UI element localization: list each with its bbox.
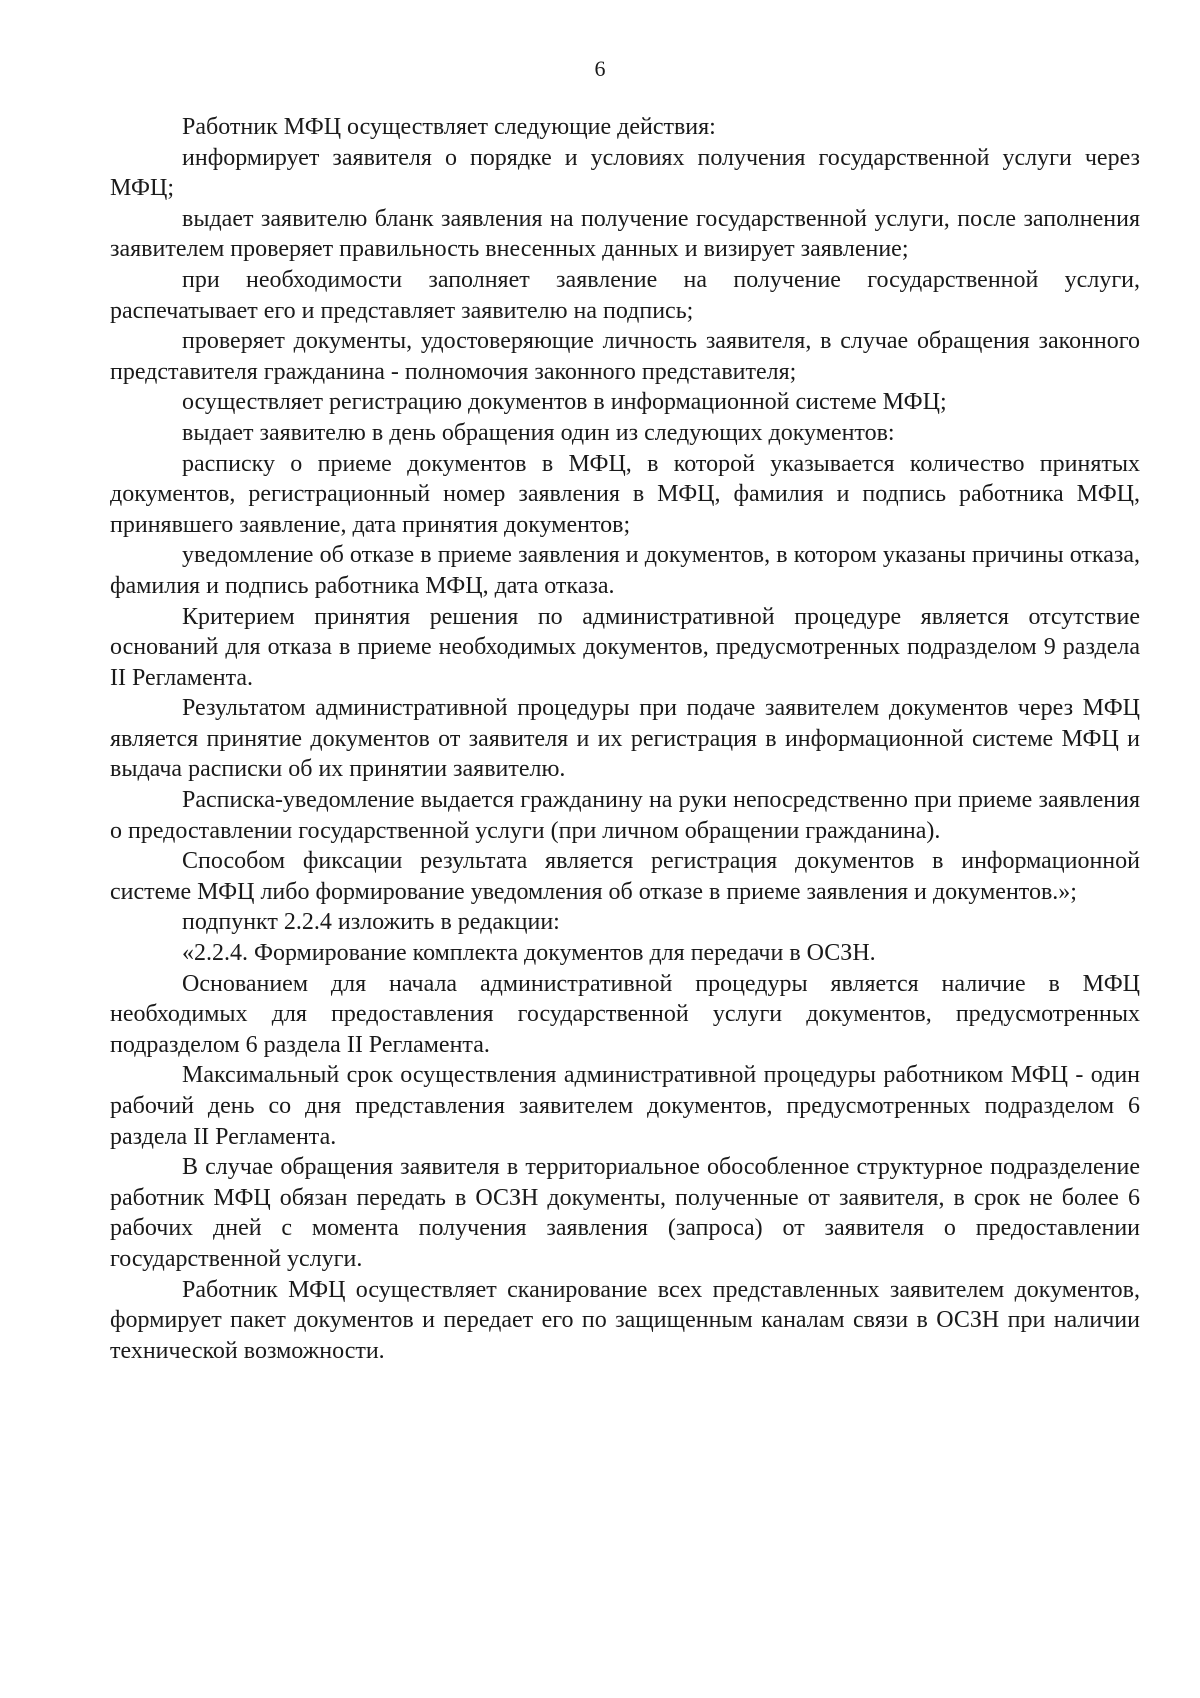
paragraph: уведомление об отказе в приеме заявления и документов, в котором указаны причины отказа, фамилия и подпись работника МФЦ, дата отказа. <box>110 542 1140 599</box>
paragraph: Работник МФЦ осуществляет сканирование всех представленных заявителем документов, формирует пакет документов и передает его по защищенным каналам связи в ОСЗН при наличии технической возможности. <box>110 1276 1140 1364</box>
paragraph: информирует заявителя о порядке и условиях получения государственной услуги через МФЦ; <box>110 144 1140 202</box>
paragraph: Результатом административной процедуры при подаче заявителем документов через МФЦ является принятие документов от заявителя и их регистрация в информационной системе МФЦ и выдача расписки об их принятии заявителю. <box>110 695 1140 783</box>
paragraph: Основанием для начала административной процедуры является наличие в МФЦ необходимых для предоставления государственной услуги документов, предусмотренных подразделом 6 раздела II Регламента. <box>110 970 1140 1058</box>
paragraph: В случае обращения заявителя в территориальное обособленное структурное подразделение работник МФЦ обязан передать в ОСЗН документы, полученные от заявителя, в срок не более 6 рабочих дней с момента получения заявления (запроса) от заявителя о предоставлении государственной услуги. <box>110 1154 1140 1272</box>
paragraph: Расписка-уведомление выдается гражданину на руки непосредственно при приеме заявления о предоставлении государственной услуги (при личном обращении гражданина). <box>110 787 1140 844</box>
paragraph: Критерием принятия решения по административной процедуре является отсутствие оснований для отказа в приеме необходимых документов, предусмотренных подразделом 9 раздела II Регламента. <box>110 603 1140 691</box>
paragraph: проверяет документы, удостоверяющие личность заявителя, в случае обращения законного представителя гражданина - полномочия законного представителя; <box>110 328 1140 385</box>
paragraph: выдает заявителю в день обращения один из следующих документов: <box>182 419 895 446</box>
paragraph: расписку о приеме документов в МФЦ, в которой указывается количество принятых документов, регистрационный номер заявления в МФЦ, фамилия и подпись работника МФЦ, принявшего заявление, дата принятия документов; <box>110 450 1140 538</box>
document-body <box>110 112 1140 1366</box>
paragraph: подпункт 2.2.4 изложить в редакции: <box>182 909 560 936</box>
paragraph: при необходимости заполняет заявление на получение государственной услуги, распечатывает его и представляет заявителю на подпись; <box>110 266 1140 324</box>
paragraph: Максимальный срок осуществления административной процедуры работником МФЦ - один рабочий день со дня представления заявителем документов, предусмотренных подразделом 6 раздела II Регламента. <box>110 1062 1140 1150</box>
page-number: 6 <box>594 56 606 81</box>
paragraph: «2.2.4. Формирование комплекта документов для передачи в ОСЗН. <box>182 940 876 967</box>
paragraph: Работник МФЦ осуществляет следующие действия: <box>182 114 716 140</box>
paragraph: Способом фиксации результата является регистрация документов в информационной системе МФЦ либо формирование уведомления об отказе в приеме заявления и документов.»; <box>110 848 1140 905</box>
paragraph: выдает заявителю бланк заявления на получение государственной услуги, после заполнения заявителем проверяет правильность внесенных данных и визирует заявление; <box>110 205 1140 263</box>
paragraph: осуществляет регистрацию документов в информационной системе МФЦ; <box>182 389 947 416</box>
